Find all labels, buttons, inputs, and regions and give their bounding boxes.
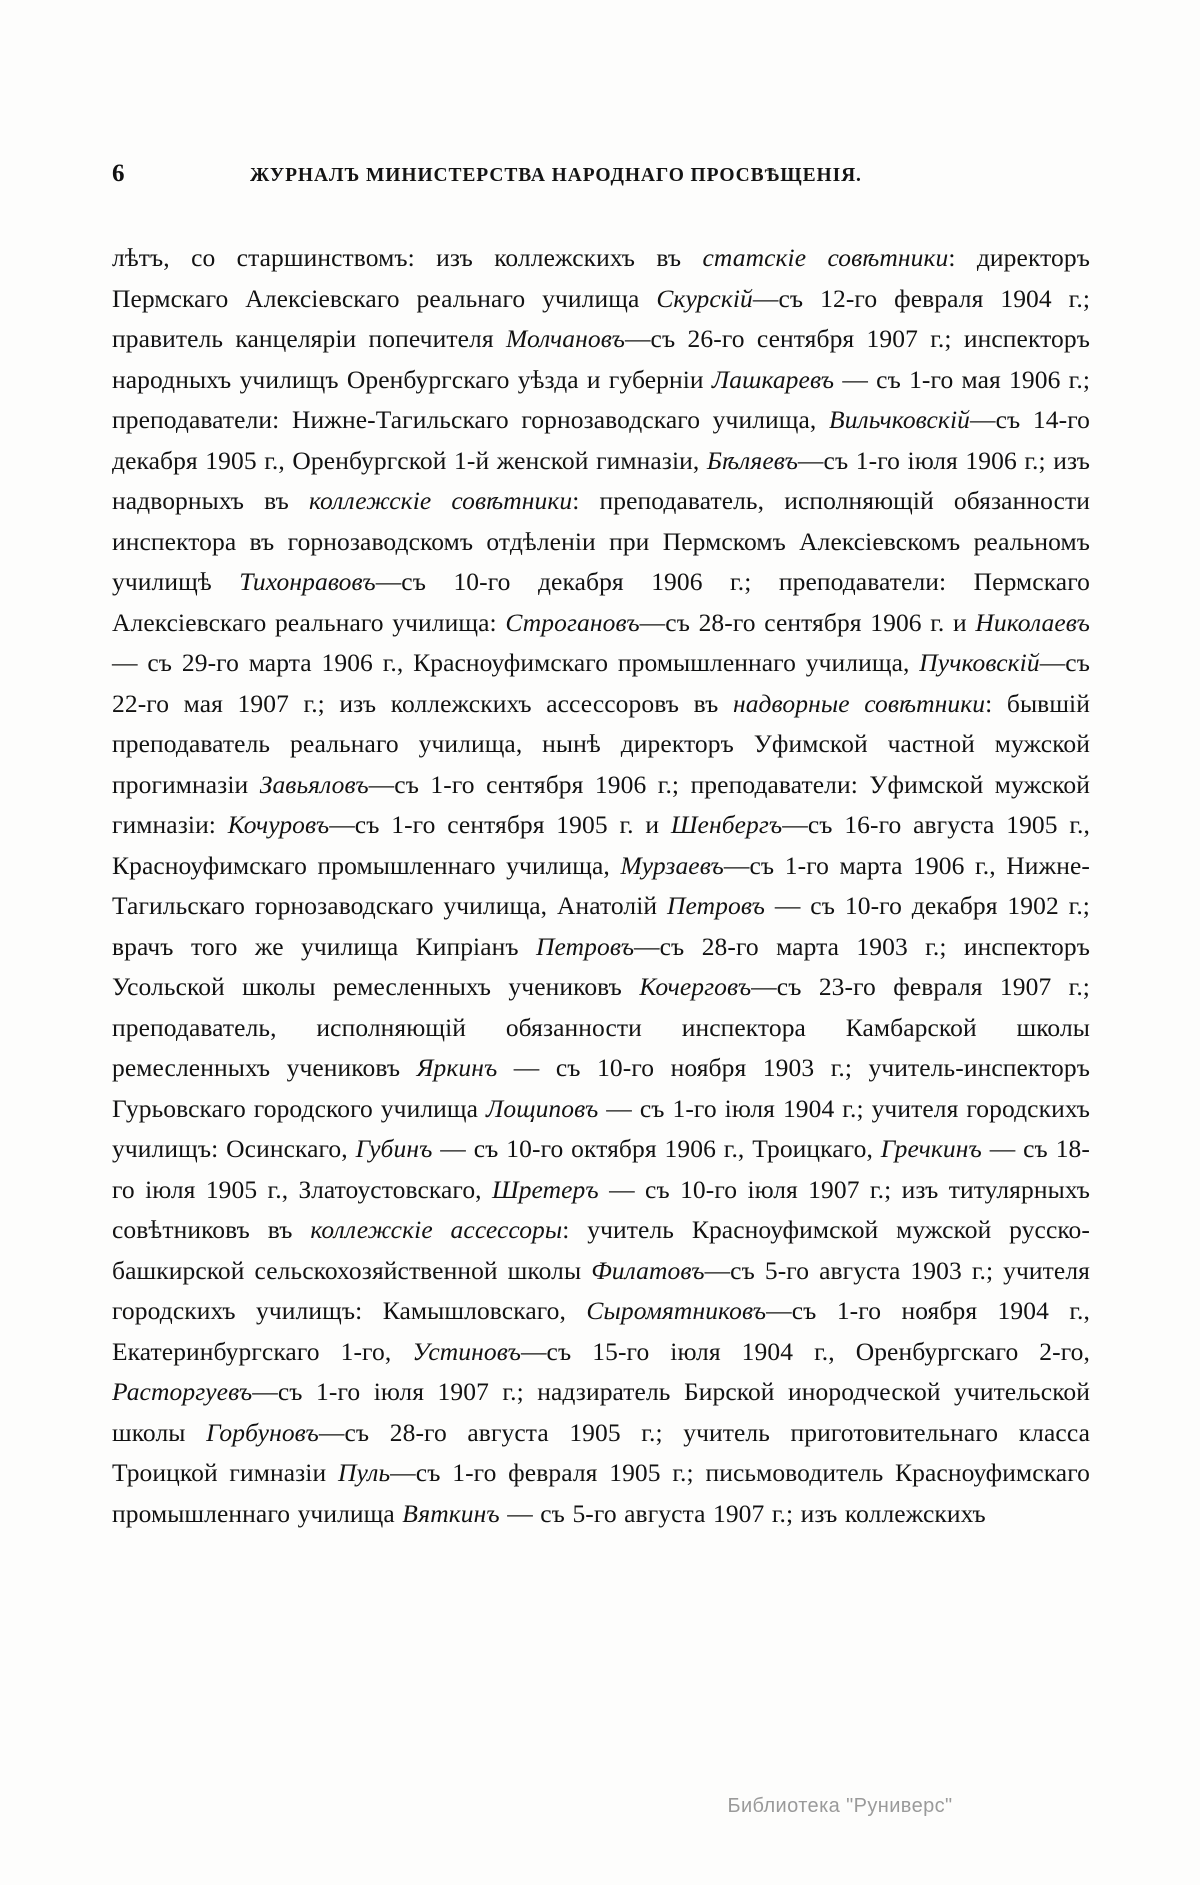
running-head: ЖУРНАЛЪ МИНИСТЕРСТВА НАРОДНАГО ПРОСВѢЩЕНІЯ. [250, 165, 862, 186]
page-header [112, 160, 1092, 188]
library-credit [0, 1795, 1200, 1818]
page-number: 6 [112, 160, 125, 187]
body-text: лѣтъ, со старшинствомъ: изъ коллежскихъ въ статскіе совѣтники: директоръ Пермскаго Алексіевскаго реальнаго училища Скурскій—съ 12-го февраля 1904 г.; правитель канцеляріи попечителя Молчановъ—съ 26-го сентября 1907 г.; инспекторъ народныхъ училищъ Оренбургскаго уѣзда и губерніи Лашкаревъ — съ 1-го мая 1906 г.; преподаватели: Нижне-Тагильскаго горнозаводскаго училища, Вильчковскій—съ 14-го декабря 1905 г., Оренбургской 1-й женской гимназіи, Бѣляевъ—съ 1-го іюля 1906 г.; изъ надворныхъ въ коллежскіе совѣтники: преподаватель, исполняющій обязанности инспектора въ горнозаводскомъ отдѣленіи при Пермскомъ Алексіевскомъ реальномъ училищѣ Тихонравовъ—съ 10-го декабря 1906 г.; преподаватели: Пермскаго Алексіевскаго реальнаго училища: Строгановъ—съ 28-го сентября 1906 г. и Николаевъ — съ 29-го марта 1906 г., Красноуфимскаго промышленнаго училища, Пучковскій—съ 22-го мая 1907 г.; изъ коллежскихъ ассессоровъ въ надворные совѣтники: бывшій преподаватель реальнаго училища, нынѣ директоръ Уфимской частной мужской прогимназіи Завьяловъ—съ 1-го сентября 1906 г.; преподаватели: Уфимской мужской гимназіи: Кочуровъ—съ 1-го сентября 1905 г. и Шенбергъ—съ 16-го августа 1905 г., Красноуфимскаго промышленнаго училища, Мурзаевъ—съ 1-го марта 1906 г., Нижне-Тагильскаго горнозаводскаго училища, Анатолій Петровъ — съ 10-го декабря 1902 г.; врачъ того же училища Кипріанъ Петровъ—съ 28-го марта 1903 г.; инспекторъ Усольской школы ремесленныхъ учениковъ Кочерговъ—съ 23-го февраля 1907 г.; преподаватель, исполняющій обязанности инспектора Камбарской школы ремесленныхъ учениковъ Яркинъ — съ 10-го ноября 1903 г.; учитель-инспекторъ Гурьовскаго городского училища Лощиповъ — съ 1-го іюля 1904 г.; учителя городскихъ училищъ: Осинскаго, Губинъ — съ 10-го октября 1906 г., Троицкаго, Гречкинъ — съ 18-го іюля 1905 г., Златоустовскаго, Шретеръ — съ 10-го іюля 1907 г.; изъ титулярныхъ совѣтниковъ въ коллежскіе ассессоры: учитель Красноуфимской мужской русско-башкирской сельскохозяйственной школы Филатовъ—съ 5-го августа 1903 г.; учителя городскихъ училищъ: Камышловскаго, Сыромятниковъ—съ 1-го ноября 1904 г., Екатеринбургскаго 1-го, Устиновъ—съ 15-го іюля 1904 г., Оренбургскаго 2-го, Расторгуевъ—съ 1-го іюля 1907 г.; надзиратель Бирской инородческой учительской школы Горбуновъ—съ 28-го августа 1905 г.; учитель приготовительнаго класса Троицкой гимназіи Пуль—съ 1-го февраля 1905 г.; письмоводитель Красноуфимскаго промышленнаго училища Вяткинъ — съ 5-го августа 1907 г.; изъ коллежскихъ [112, 243, 1091, 1528]
library-credit-text: Библиотека "Руниверс" [727, 1795, 953, 1817]
